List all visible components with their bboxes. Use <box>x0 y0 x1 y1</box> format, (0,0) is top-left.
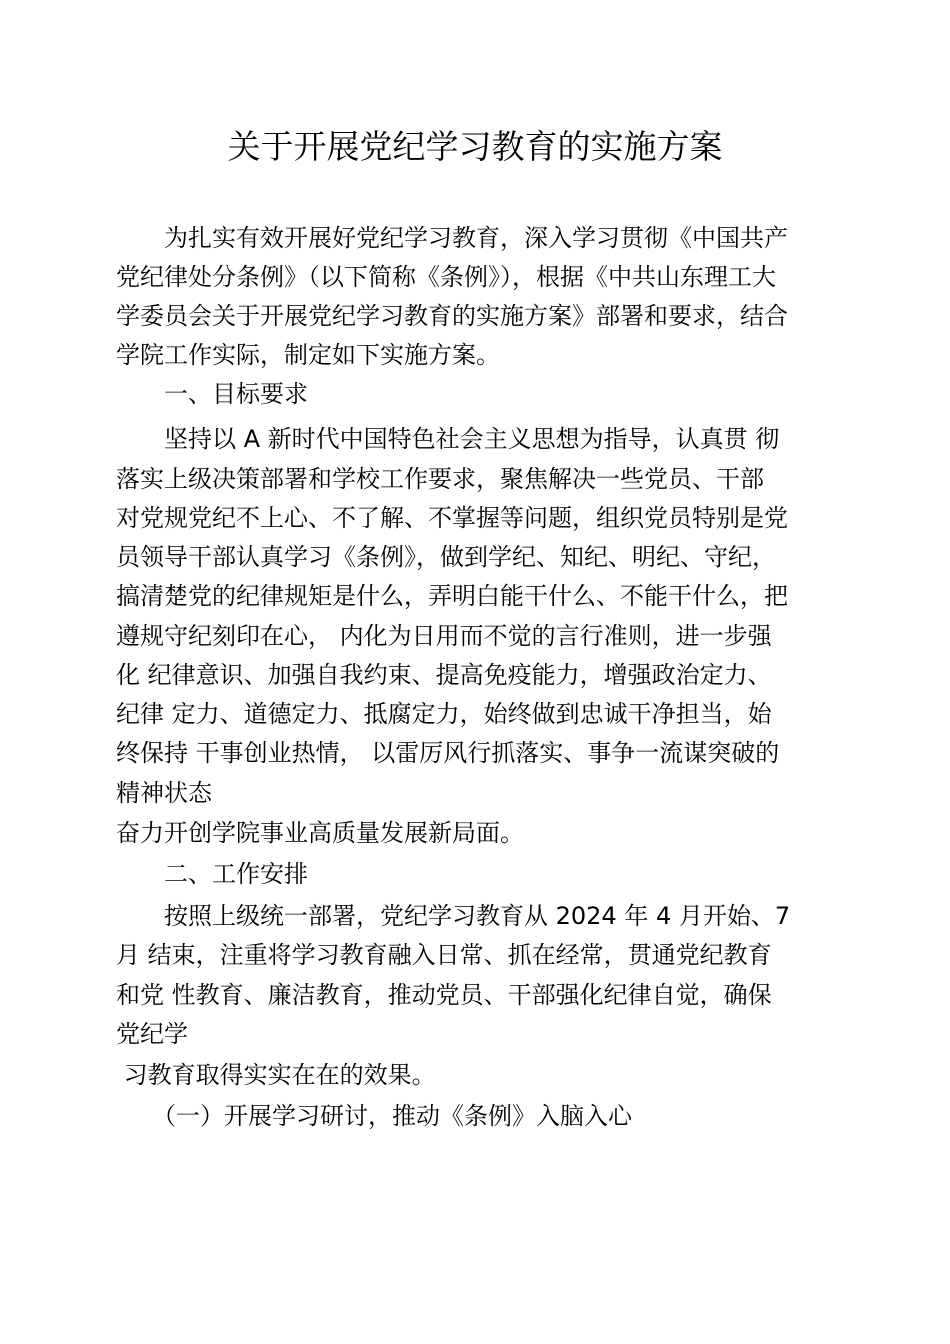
body-line-18: 按照上级统一部署，党纪学习教育从 2024 年 4 月开始、7 <box>116 902 791 930</box>
body-line-10: 搞清楚党的纪律规矩是什么，弄明白能干什么、不能干什么，把 <box>116 582 788 610</box>
body-line-20: 和党 性教育、廉洁教育，推动党员、干部强化纪律自觉，确保 <box>116 981 772 1009</box>
body-line-22: 习教育取得实实在在的效果。 <box>116 1061 436 1089</box>
body-line-21: 党纪学 <box>116 1020 188 1048</box>
body-line-13: 纪律 定力、道德定力、抵腐定力，始终做到忠诚干净担当，始 <box>116 700 772 728</box>
body-line-4: 学院工作实际，制定如下实施方案。 <box>116 341 500 369</box>
body-line-15: 精神状态 <box>116 779 212 807</box>
subsection-heading-1: （一）开展学习研讨，推动《条例》入脑入心 <box>116 1102 632 1130</box>
body-line-9: 员领导干部认真学习《条例》，做到学纪、知纪、明纪、守纪， <box>116 543 776 571</box>
document-title: 关于开展党纪学习教育的实施方案 <box>227 127 723 166</box>
body-line-8: 对党规党纪不上心、不了解、不掌握等问题，组织党员特别是党 <box>116 504 788 532</box>
body-line-7: 落实上级决策部署和学校工作要求，聚焦解决一些党员、干部 <box>116 465 764 493</box>
body-line-14: 终保持 干事创业热情， 以雷厉风行抓落实、事争一流谋突破的 <box>116 739 780 767</box>
section-heading-1: 一、目标要求 <box>116 380 308 408</box>
body-line-1: 为扎实有效开展好党纪学习教育，深入学习贯彻《中国共产 <box>116 224 788 252</box>
section-heading-2: 二、工作安排 <box>116 860 308 888</box>
body-line-11: 遵规守纪刻印在心， 内化为日用而不觉的言行准则，进一步强 <box>116 622 772 650</box>
body-line-12: 化 纪律意识、加强自我约束、提高免疫能力，增强政治定力、 <box>116 661 772 689</box>
body-line-3: 学委员会关于开展党纪学习教育的实施方案》部署和要求，结合 <box>116 302 788 330</box>
body-line-19: 月 结束，注重将学习教育融入日常、抓在经常，贯通党纪教育 <box>116 941 772 969</box>
body-line-6: 坚持以 A 新时代中国特色社会主义思想为指导，认真贯 彻 <box>116 425 780 453</box>
body-line-2: 党纪律处分条例》（以下简称《条例》），根据《中共山东理工大 <box>116 263 776 291</box>
body-line-16: 奋力开创学院事业高质量发展新局面。 <box>116 819 524 847</box>
